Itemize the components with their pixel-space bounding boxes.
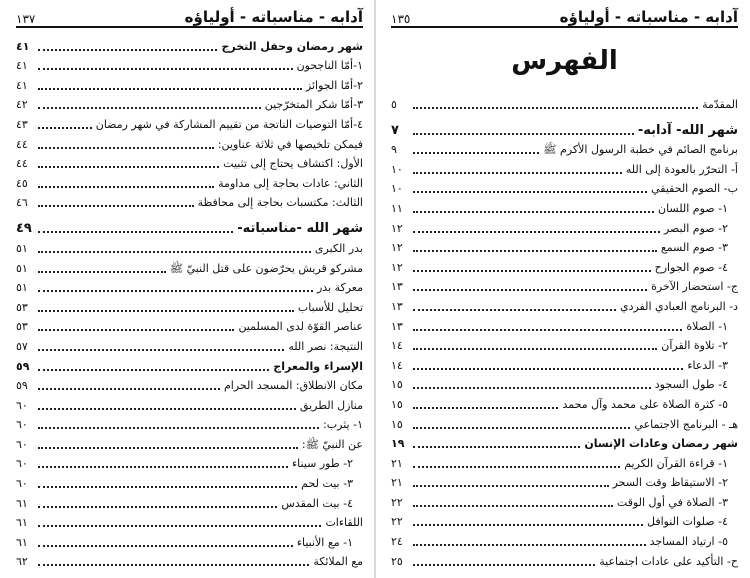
toc-entry [391, 549, 738, 569]
dot-leader [413, 133, 634, 135]
dot-leader [413, 172, 622, 174]
dot-leader [413, 309, 616, 311]
dot-leader [38, 427, 319, 429]
toc-entry-page: ٢٤ [391, 535, 403, 549]
toc-entry [16, 530, 363, 550]
toc-entry-label: ٢- تلاوة القرآن [661, 339, 728, 353]
toc-entry-page: ٤١ [16, 59, 28, 73]
toc-entry [16, 550, 363, 570]
toc-entry [391, 373, 738, 393]
dot-leader [413, 329, 682, 331]
toc-entry-page: ٤٤ [16, 137, 28, 151]
toc-entry [16, 34, 363, 54]
toc-title: الفهرس [511, 46, 618, 76]
toc-entry [16, 334, 363, 354]
dot-leader [413, 407, 558, 409]
dot-leader [38, 466, 288, 468]
toc-entry-label: ٣- صوم السمع [660, 241, 728, 255]
toc-entry-label: ٥- كثرة الصلاة على محمد وآل محمد [562, 397, 728, 411]
dot-leader [413, 211, 654, 213]
toc-entry-label: مشركو قريش يحرّضون على قتل النبيّ ﷺ [169, 261, 363, 275]
toc-entry [391, 490, 738, 510]
toc-entry-page: ٥ [391, 97, 397, 111]
toc-entry [391, 529, 738, 549]
toc-entry-page: ١٣ [391, 299, 403, 313]
toc-entry-label: ٤- بيت المقدس [281, 496, 353, 510]
toc-entry-label: الثاني: عادات بحاجة إلى مداومة [218, 176, 363, 190]
toc-entry [391, 236, 738, 256]
dot-leader [413, 191, 647, 193]
toc-entry-page: ١٩ [391, 437, 405, 451]
dot-leader [38, 290, 313, 292]
toc-entry [391, 432, 738, 452]
toc-entry [16, 432, 363, 452]
dot-leader [413, 446, 580, 448]
dot-leader [38, 107, 261, 109]
toc-entry-page: ٦١ [16, 496, 28, 510]
dot-leader [38, 369, 269, 371]
toc-entry-page: ٦٠ [16, 398, 28, 412]
toc-entry-page: ٢٥ [391, 554, 403, 568]
toc-entry-label: الإسراء والمعراج [273, 359, 363, 373]
toc-entry [391, 196, 738, 216]
toc-entry-label: منازل الطريق [299, 398, 363, 412]
dot-leader [38, 88, 302, 90]
running-title: آدابه - مناسباته - أولياؤه [559, 8, 738, 26]
dot-leader [413, 427, 630, 429]
toc-entry [391, 510, 738, 530]
dot-leader [38, 166, 219, 168]
toc-entry-page: ٥١ [16, 281, 28, 295]
toc-entry-label: مع الملائكة [313, 555, 363, 569]
dot-leader [413, 289, 647, 291]
dot-leader [413, 466, 620, 468]
toc-entry-page: ١٣ [391, 280, 403, 294]
dot-leader [38, 49, 217, 51]
toc-entry-label: ٢- الاستيقاظ وقت السحر [612, 476, 728, 490]
toc-entry [391, 353, 738, 373]
toc-entry-label: ج- استحضار الآخرة [651, 280, 738, 294]
dot-leader [38, 271, 166, 273]
toc-entry-label: برنامج الصائم في خطبة الرسول الأكرم ﷺ [543, 143, 738, 157]
toc-entry [391, 334, 738, 354]
toc-entry-label: ٣- الدعاء [687, 358, 728, 372]
toc-entry [16, 276, 363, 296]
toc-entry-label: بدر الكبرى [314, 241, 363, 255]
dot-leader [413, 387, 651, 389]
dot-leader [413, 368, 683, 370]
toc-entry-label: ب- الصوم الحقيقي [651, 182, 738, 196]
toc-entry-page: ٤٦ [16, 196, 28, 210]
toc-entry-page: ٦٠ [16, 418, 28, 432]
toc-entry-label: شهر الله- آدابه- [637, 122, 738, 138]
dot-leader [38, 525, 321, 527]
toc-entry [391, 314, 738, 334]
toc-entry [16, 236, 363, 256]
dot-leader [413, 152, 539, 154]
dot-leader [38, 186, 214, 188]
toc-entry [391, 157, 738, 177]
dot-leader [38, 506, 277, 508]
dot-leader [413, 544, 646, 546]
toc-entry-label: ١- يثرب: [323, 418, 363, 432]
toc-entry-label: د- البرنامج العبادي الفردي [619, 299, 738, 313]
toc-entry-label: فيمكن تلخيصها في ثلاثة عناوين: [217, 137, 363, 151]
toc-entry-page: ٢٢ [391, 515, 403, 529]
toc-entry [16, 354, 363, 374]
toc-entry-page: ١٣ [391, 319, 403, 333]
toc-entry-page: ٥٩ [16, 359, 30, 373]
toc-entry-page: ٤١ [16, 78, 28, 92]
toc-entry [391, 216, 738, 236]
dot-leader [413, 250, 657, 252]
dot-leader [38, 231, 233, 233]
toc-entry-page: ٤١ [16, 39, 30, 53]
toc-entry [16, 511, 363, 531]
toc-entry [391, 392, 738, 412]
dot-leader [38, 329, 234, 331]
toc-entry-page: ٦٠ [16, 477, 28, 491]
toc-entry-label: عناصر القوّة لدى المسلمين [238, 320, 363, 334]
toc-entry-label: تحليل للأسباب [297, 300, 363, 314]
toc-entry-label: ٣- بيت لحم [301, 477, 353, 491]
toc-entry-page: ١٢ [391, 241, 403, 255]
dot-leader [38, 205, 194, 207]
toc-entry-label: النتيجة: نصر الله [288, 339, 363, 353]
dot-leader [413, 231, 660, 233]
toc-entry [391, 471, 738, 491]
dot-leader [413, 348, 657, 350]
toc-entry-page: ٤٤ [16, 157, 28, 171]
toc-entry [16, 491, 363, 511]
toc-entry-label: ٤-أمّا التوصيات الناتجة من تقييم المشاركة في شهر رمضان [95, 117, 363, 131]
toc-entry-label: ح- التأكيد على عادات اجتماعية [599, 554, 738, 568]
dot-leader [413, 505, 613, 507]
toc-entry-page: ٩ [391, 143, 397, 157]
toc-entry [16, 210, 363, 236]
toc-entry-page: ٦٢ [16, 555, 28, 569]
dot-leader [38, 147, 214, 149]
dot-leader [413, 107, 698, 109]
dot-leader [38, 408, 296, 410]
toc-entry-label: ٤- طول السجود [654, 378, 728, 392]
toc-entry [16, 374, 363, 394]
toc-entry-page: ١٤ [391, 358, 403, 372]
dot-leader [38, 388, 220, 390]
toc-entry-page: ١٤ [391, 339, 403, 353]
toc-entry [16, 54, 363, 74]
dot-leader [38, 127, 92, 129]
toc-entry [391, 112, 738, 138]
dot-leader [38, 349, 284, 351]
toc-entry-page: ٥٩ [16, 379, 28, 393]
toc-entry-page: ٤٢ [16, 98, 28, 112]
toc-entry-label: ١- صوم اللسان [657, 201, 728, 215]
dot-leader [38, 68, 293, 70]
dot-leader [413, 270, 651, 272]
toc-entry-label: عن النبيّ ﷺ: [301, 437, 363, 451]
toc-list [391, 92, 738, 569]
toc-entry [16, 295, 363, 315]
toc-entry-page: ٤٩ [16, 221, 32, 237]
toc-entry-label: الأول: اكتشاف يحتاج إلى تثبيت [223, 157, 363, 171]
toc-entry-label: مكان الانطلاق: المسجد الحرام [223, 379, 363, 393]
toc-entry-label: أ- التحرّر بالعودة إلى الله [625, 162, 738, 176]
toc-entry [391, 451, 738, 471]
dot-leader [38, 251, 311, 253]
toc-entry-page: ٢١ [391, 476, 403, 490]
toc-entry [16, 471, 363, 491]
toc-entry-page: ٦١ [16, 516, 28, 530]
toc-entry-page: ٤٣ [16, 117, 28, 131]
toc-entry [16, 393, 363, 413]
page-number: ١٣٧ [16, 12, 36, 26]
right-page-header [391, 0, 738, 28]
toc-entry-label: الثالث: مكتسبات بحاجة إلى محافظة [197, 196, 363, 210]
toc-entry-page: ١٢ [391, 260, 403, 274]
dot-leader [38, 447, 298, 449]
toc-entry [16, 452, 363, 472]
toc-entry [391, 294, 738, 314]
toc-entry [391, 275, 738, 295]
toc-entry [16, 73, 363, 93]
toc-entry-label: ١- مع الأنبياء [296, 535, 353, 549]
toc-entry-page: ١٠ [391, 182, 403, 196]
toc-entry-page: ٦٠ [16, 457, 28, 471]
toc-entry-page: ١٠ [391, 162, 403, 176]
toc-entry-label: معركة بدر [316, 281, 363, 295]
page-number: ١٣٥ [391, 12, 411, 26]
toc-entry-page: ١٥ [391, 378, 403, 392]
toc-entry-label: ٣-أمّا شكر المتخرّجين [264, 98, 363, 112]
toc-entry-label: ١- الصلاة [686, 319, 728, 333]
toc-entry-label: ١- قراءة القرآن الكريم [624, 456, 728, 470]
toc-entry-page: ١٥ [391, 417, 403, 431]
dot-leader [38, 545, 293, 547]
toc-entry-label: ٤- صوم الجوارح [654, 260, 728, 274]
dot-leader [413, 485, 609, 487]
toc-entry-page: ٥٧ [16, 339, 28, 353]
toc-entry [16, 132, 363, 152]
toc-entry [16, 93, 363, 113]
toc-entry-page: ٥١ [16, 261, 28, 275]
right-page [375, 0, 750, 578]
toc-entry-label: ٢-أمّا الجوائز [305, 78, 363, 92]
dot-leader [413, 564, 595, 566]
toc-entry-label: ٣- الصلاة في أول الوقت [616, 495, 728, 509]
dot-leader [413, 524, 643, 526]
toc-entry-page: ٥١ [16, 241, 28, 255]
toc-entry-page: ٦١ [16, 535, 28, 549]
toc-entry [16, 256, 363, 276]
toc-entry-label: شهر رمضان وحفل التخرج [221, 39, 363, 53]
toc-entry [391, 177, 738, 197]
toc-entry-label: ٤- صلوات النوافل [646, 515, 728, 529]
dot-leader [38, 486, 297, 488]
toc-entry-page: ٤٥ [16, 176, 28, 190]
toc-entry [16, 315, 363, 335]
left-page-header [16, 0, 363, 28]
toc-entry [391, 138, 738, 158]
running-title: آدابه - مناسباته - أولياؤه [184, 8, 363, 26]
toc-entry [16, 191, 363, 211]
toc-entry-label: شهر الله -مناسباته- [237, 221, 363, 237]
toc-entry-page: ١١ [391, 201, 403, 215]
toc-entry-label: ٥- ارتياد المساجد [649, 535, 728, 549]
dot-leader [38, 310, 294, 312]
toc-entry-page: ٧ [391, 122, 399, 138]
toc-entry-label: شهر رمضان وعادات الإنسان [584, 437, 738, 451]
toc-entry [391, 412, 738, 432]
toc-entry [391, 92, 738, 112]
toc-entry [391, 255, 738, 275]
toc-entry-page: ٢٢ [391, 495, 403, 509]
toc-entry [16, 171, 363, 191]
dot-leader [38, 564, 309, 566]
toc-entry [16, 413, 363, 433]
toc-entry-label: هـ - البرنامج الاجتماعي [634, 417, 738, 431]
toc-entry-page: ١٢ [391, 221, 403, 235]
toc-entry-page: ٢١ [391, 456, 403, 470]
toc-entry-label: ١-أمّا الناجحون [296, 59, 363, 73]
toc-entry-page: ٥٣ [16, 300, 28, 314]
toc-entry-label: ٢- صوم البصر [663, 221, 728, 235]
toc-list [16, 34, 363, 569]
toc-entry-page: ٦٠ [16, 437, 28, 451]
toc-entry [16, 152, 363, 172]
toc-entry [16, 112, 363, 132]
toc-entry-label: ٢- طور سيناء [291, 457, 353, 471]
toc-entry-label: المقدّمة [702, 97, 738, 111]
toc-entry-label: اللقاءات [325, 516, 363, 530]
toc-entry-page: ٥٣ [16, 320, 28, 334]
toc-entry-page: ١٥ [391, 397, 403, 411]
